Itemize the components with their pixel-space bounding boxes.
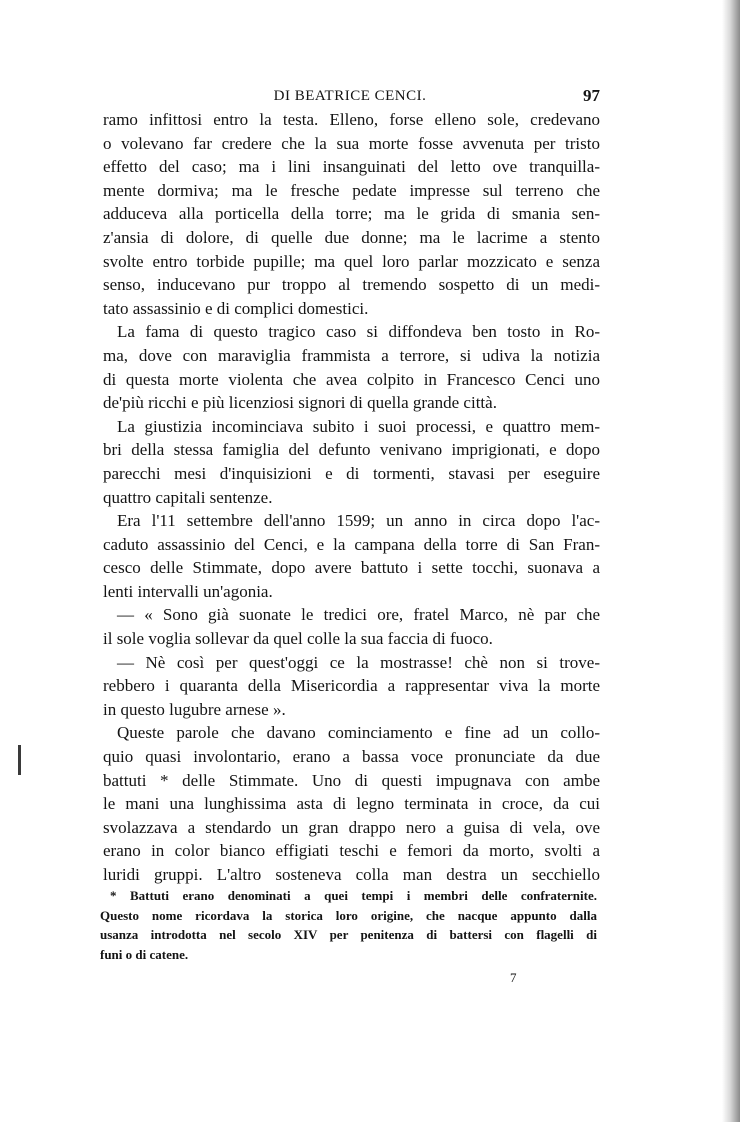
text-line: de'più ricchi e più licenziosi signori di quella grande città. [103,393,497,413]
text-line: in questo lugubre arnese ». [103,699,286,719]
text-line: lenti intervalli un'agonia. [103,581,273,601]
text-line: Queste parole che davano cominciamento e fine ad un collo- [117,723,600,743]
page-number: 97 [583,86,600,105]
page-edge-shadow [722,0,740,1122]
text-line: svolte entro torbide pupille; ma quel loro parlar mozzicato e senza [103,251,600,271]
text-line: luridi gruppi. L'altro sosteneva colla man destra un secchiello [103,865,600,884]
footnote-line: funi o di catene. [100,946,189,962]
text-line: effetto del caso; ma i lini insanguinati del letto ove tranquilla- [103,157,600,177]
text-line: La giustizia incominciava subito i suoi processi, e quattro mem- [117,416,600,436]
paragraph [103,320,600,414]
text-line: adduceva alla porticella della torre; ma le grida di smania sen- [103,204,600,224]
text-line: erano in color bianco effigiati teschi e femori da morto, svolti a [103,841,600,861]
text-line: bri della stessa famiglia del defunto venivano imprigionati, e dopo [103,440,600,460]
footnote-line: Questo nome ricordava la storica loro origine, che nacque appunto dalla [100,907,597,923]
text-line: mente dormiva; ma le fresche pedate impresse sul terreno che [103,180,600,200]
text-line: o volevano far credere che la sua morte fosse avvenuta per tristo [103,133,600,153]
paragraph [103,721,600,886]
text-line: senso, inducevano pur troppo al tremendo sospetto di un medi- [103,275,600,295]
text-line: — « Sono già suonate le tredici ore, fratel Marco, nè par che [117,605,600,625]
footnote-line: usanza introdotta nel secolo XIV per penitenza di battersi con flagelli di [100,927,597,942]
text-line: quio quasi involontario, erano a bassa voce pronunciate da due [103,747,600,767]
signature-mark: 7 [510,970,517,985]
text-line: le mani una lunghissima asta di legno terminata in croce, da cui [103,794,600,814]
text-line: tato assassinio e di complici domestici. [103,298,369,318]
text-line: ramo infittosi entro la testa. Elleno, forse elleno sole, credevano [103,110,600,129]
text-line: il sole voglia sollevar da quel colle la sua faccia di fuoco. [103,629,493,649]
body-text [103,108,600,887]
paragraph [103,651,600,722]
text-line: svolazzava a stendardo un gran drappo nero a guisa di vela, ove [103,817,600,837]
page-header [100,84,600,110]
running-head: DI BEATRICE CENCI. [273,88,427,104]
text-line: La fama di questo tragico caso si diffondeva ben tosto in Ro- [117,322,600,342]
text-line: z'ansia di dolore, di quelle due donne; ma le lacrime a stento [103,227,600,247]
text-line: — Nè così per quest'oggi ce la mostrasse! chè non si trove- [117,652,600,672]
text-line: Era l'11 settembre dell'anno 1599; un anno in circa dopo l'ac- [117,511,600,531]
text-line: parecchi mesi d'inquisizioni e di tormenti, stavasi per eseguire [103,463,600,483]
paragraph [103,509,600,603]
paragraph [103,415,600,509]
footnote [100,886,597,964]
footnote-line: * Battuti erano denominati a quei tempi i membri delle confraternite. [110,888,597,903]
text-line: ma, dove con maraviglia frammista a terrore, si udiva la notizia [103,345,600,365]
text-line: caduto assassinio del Cenci, e la campana della torre di San Fran- [103,534,600,554]
text-line: quattro capitali sentenze. [103,487,273,507]
paragraph [103,603,600,650]
paragraph [103,108,600,320]
text-line: cesco delle Stimmate, dopo avere battuto i sette tocchi, suonava a [103,558,600,578]
text-line: di questa morte violenta che avea colpito in Francesco Cenci uno [103,369,600,389]
text-line: battuti * delle Stimmate. Uno di questi impugnava con ambe [103,770,600,790]
margin-mark [18,745,21,775]
text-line: rebbero i quaranta della Misericordia a rappresentar viva la morte [103,676,600,696]
